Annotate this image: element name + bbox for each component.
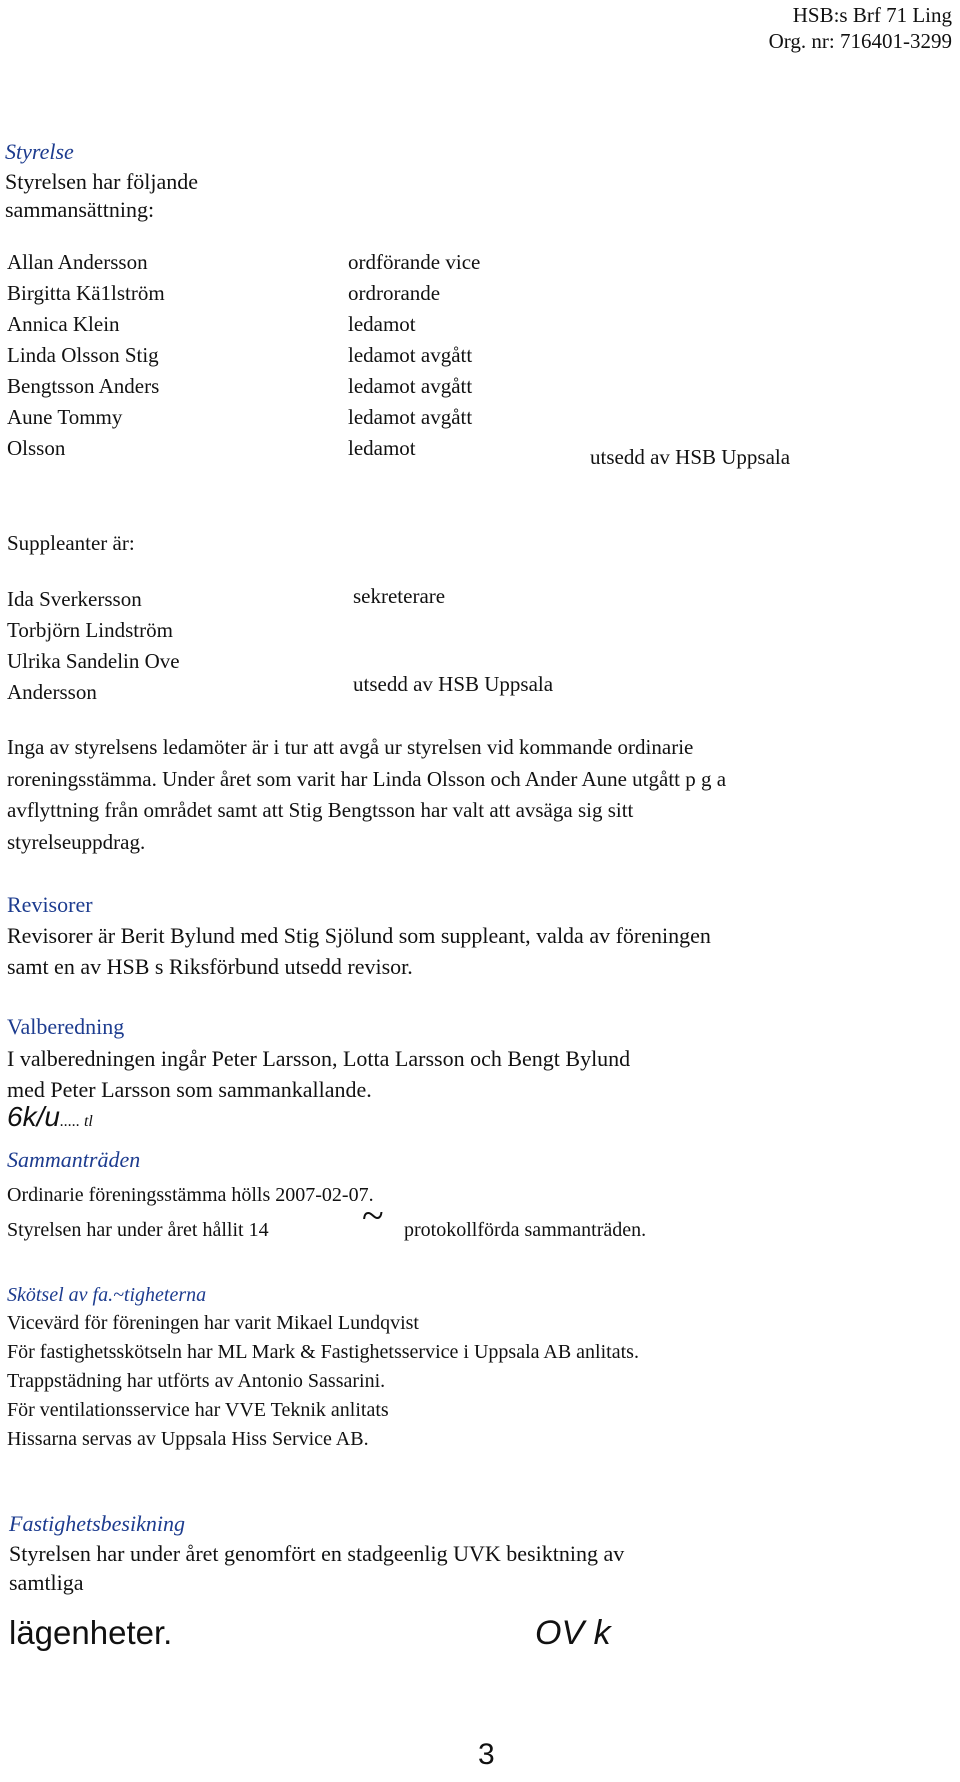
board-note-paragraph	[7, 732, 726, 858]
skotsel-lines	[7, 1309, 639, 1454]
fastighetsbesikning-line-3: lägenheter.	[9, 1614, 173, 1651]
deputy-name: Torbjörn Lindström	[7, 618, 173, 642]
valberedning-text-line-2: med Peter Larsson som sammankallande.	[7, 1077, 372, 1102]
fastighetsbesikning-line-1: Styrelsen har under året genomfört en stadgeenlig UVK besiktning av	[9, 1541, 625, 1566]
page-number: 3	[478, 1738, 495, 1771]
header-org-number: Org. nr: 716401-3299	[768, 29, 952, 53]
sammantraden-line-2a: Styrelsen har under året hållit 14	[7, 1219, 269, 1241]
board-member-name: Olsson	[7, 436, 66, 460]
deputy-name: Andersson	[7, 680, 97, 704]
board-member-role: ledamot avgått	[348, 374, 473, 398]
sammantraden-heading: Sammanträden	[7, 1147, 141, 1172]
scribble-tail: ..... tl	[59, 1113, 93, 1130]
styrelse-intro-line-1: Styrelsen har följande	[5, 169, 199, 194]
header-org-name: HSB:s Brf 71 Ling	[792, 3, 952, 27]
deputy-name: Ulrika Sandelin Ove	[7, 649, 180, 673]
deputy-names	[7, 584, 180, 708]
board-member-role: ordrorande	[348, 281, 441, 305]
board-note-line: avflyttning från området samt att Stig Bengtsson har valt att avsäga sig sitt	[7, 798, 634, 822]
deputy-name: Ida Sverkersson	[7, 587, 142, 611]
skotsel-line: Vicevärd för föreningen har varit Mikael Lundqvist	[7, 1312, 419, 1334]
board-member-role: ledamot	[348, 436, 416, 460]
skotsel-heading: Skötsel av fa.~tigheterna	[7, 1284, 207, 1306]
board-note-line: Inga av styrelsens ledamöter är i tur att avgå ur styrelsen vid kommande ordinarie	[7, 735, 694, 759]
board-member-names	[7, 247, 165, 464]
board-member-name: Aune Tommy	[7, 405, 123, 429]
tilde-mark: ~	[362, 1193, 384, 1238]
board-member-name: Allan Andersson	[7, 250, 148, 274]
styrelse-intro-line-2: sammansättning:	[5, 197, 155, 222]
board-member-role: ledamot avgått	[348, 405, 473, 429]
board-note-line: styrelseuppdrag.	[7, 829, 146, 854]
board-member-roles	[348, 247, 480, 464]
board-member-name: Birgitta Kä1lström	[7, 281, 165, 305]
skotsel-line: För ventilationsservice har VVE Teknik anlitats	[7, 1399, 389, 1421]
sammantraden-line-2b: protokollförda sammanträden.	[404, 1219, 647, 1241]
board-note-line: roreningsstämma. Under året som varit har Linda Olsson och Ander Aune utgått p g a	[7, 766, 727, 791]
handwritten-scribble	[7, 1101, 93, 1133]
fastighetsbesikning-line-2: samtliga	[9, 1570, 84, 1595]
skotsel-line: För fastighetsskötseln har ML Mark & Fastighetsservice i Uppsala AB anlitats.	[7, 1341, 639, 1363]
suppleanter-heading: Suppleanter är:	[7, 531, 135, 555]
revisorer-text-line-2: samt en av HSB s Riksförbund utsedd revisor.	[7, 954, 413, 979]
valberedning-heading: Valberedning	[7, 1014, 125, 1039]
board-member-name: Annica Klein	[7, 312, 120, 336]
board-member-role: ledamot avgått	[348, 343, 473, 367]
deputy-appointed-by: utsedd av HSB Uppsala	[353, 672, 554, 696]
board-appointed-by: utsedd av HSB Uppsala	[590, 445, 791, 469]
revisorer-heading: Revisorer	[7, 892, 93, 917]
fastighetsbesikning-heading: Fastighetsbesikning	[9, 1511, 185, 1536]
deputy-role: sekreterare	[353, 584, 446, 608]
sammantraden-line-1: Ordinarie föreningsstämma hölls 2007-02-07.	[7, 1184, 374, 1206]
revisorer-text-line-1: Revisorer är Berit Bylund med Stig Sjölund som suppleant, valda av föreningen	[7, 923, 711, 948]
handwritten-initials: OV k	[535, 1614, 611, 1652]
styrelse-heading: Styrelse	[5, 139, 74, 164]
board-member-role: ledamot	[348, 312, 416, 336]
valberedning-text-line-1: I valberedningen ingår Peter Larsson, Lotta Larsson och Bengt Bylund	[7, 1046, 631, 1071]
skotsel-line: Trappstädning har utförts av Antonio Sassarini.	[7, 1370, 386, 1392]
skotsel-line: Hissarna servas av Uppsala Hiss Service AB.	[7, 1428, 369, 1450]
board-member-name: Linda Olsson Stig	[7, 343, 159, 367]
board-member-role: ordförande vice	[348, 250, 481, 274]
scribble-text: 6k/u	[7, 1101, 60, 1132]
board-member-name: Bengtsson Anders	[7, 374, 160, 398]
